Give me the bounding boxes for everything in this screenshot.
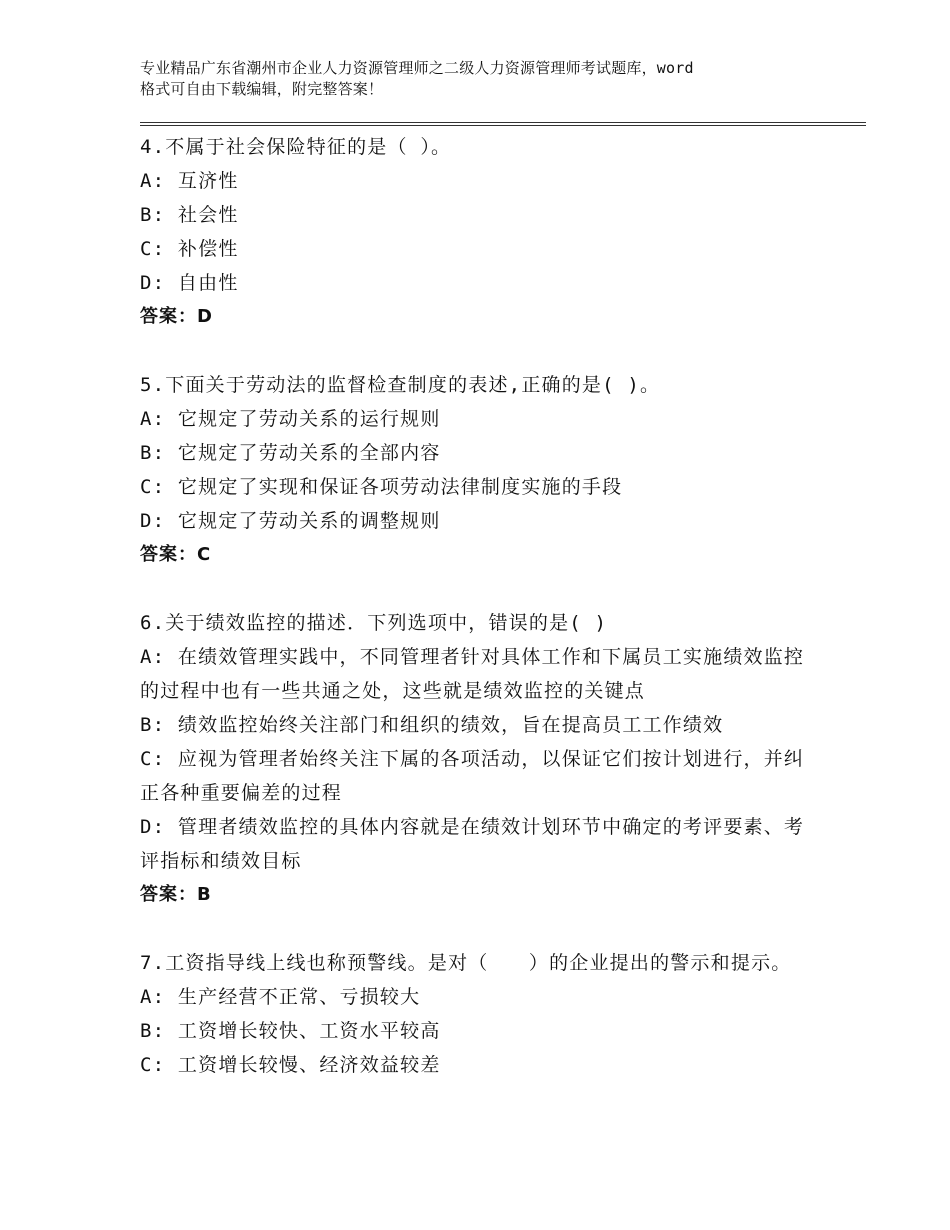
question-6 [140, 606, 820, 912]
option-c: C: 工资增长较慢、经济效益较差 [140, 1054, 441, 1076]
answer-label: 答案：C [140, 544, 212, 565]
question-stem: 5.下面关于劳动法的监督检查制度的表述,正确的是( )。 [140, 374, 661, 396]
question-stem: 6.关于绩效监控的描述．下列选项中，错误的是( ) [140, 612, 608, 634]
option-b: B: 它规定了劳动关系的全部内容 [140, 442, 441, 464]
question-5 [140, 368, 820, 572]
option-c: C: 补偿性 [140, 238, 239, 260]
header-divider-top [140, 122, 866, 123]
option-d: D: 自由性 [140, 272, 239, 294]
option-d: D: 管理者绩效监控的具体内容就是在绩效计划环节中确定的考评要素、考评指标和绩效目标 [140, 816, 805, 872]
question-list [140, 130, 820, 1082]
option-a: A: 生产经营不正常、亏损较大 [140, 986, 421, 1008]
option-d: D: 它规定了劳动关系的调整规则 [140, 510, 441, 532]
document-header [140, 58, 830, 100]
question-stem: 7.工资指导线上线也称预警线。是对（ ）的企业提出的警示和提示。 [140, 952, 792, 974]
option-a: A: 它规定了劳动关系的运行规则 [140, 408, 441, 430]
option-c: C: 它规定了实现和保证各项劳动法律制度实施的手段 [140, 476, 623, 498]
option-b: B: 绩效监控始终关注部门和组织的绩效，旨在提高员工工作绩效 [140, 714, 724, 736]
option-b: B: 社会性 [140, 204, 239, 226]
answer-label: 答案：B [140, 884, 212, 905]
question-7 [140, 946, 820, 1082]
answer-label: 答案：D [140, 306, 213, 327]
option-a: A: 互济性 [140, 170, 239, 192]
option-a: A: 在绩效管理实践中，不同管理者针对具体工作和下属员工实施绩效监控的过程中也有一些共通之处，这些就是绩效监控的关键点 [140, 646, 805, 702]
question-stem: 4.不属于社会保险特征的是（ ）。 [140, 136, 452, 158]
option-c: C: 应视为管理者始终关注下属的各项活动，以保证它们按计划进行，并纠正各种重要偏差的过程 [140, 748, 805, 804]
question-4 [140, 130, 820, 334]
header-divider-bottom [140, 125, 866, 126]
option-b: B: 工资增长较快、工资水平较高 [140, 1020, 441, 1042]
header-line-2: 格式可自由下载编辑，附完整答案！ [140, 80, 384, 98]
header-line-1: 专业精品广东省潮州市企业人力资源管理师之二级人力资源管理师考试题库，word [140, 59, 694, 77]
